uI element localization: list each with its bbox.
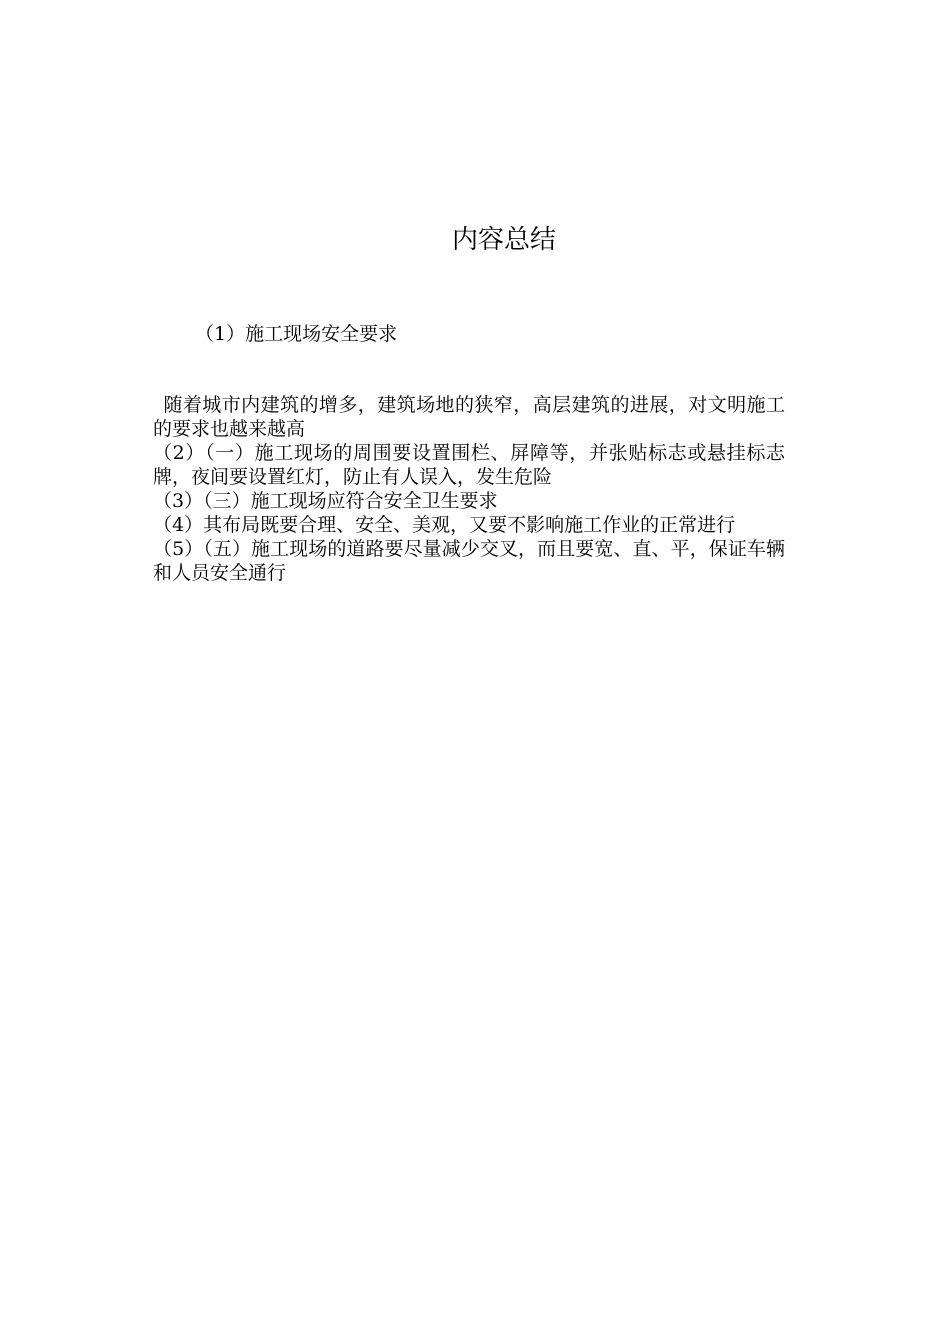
section-heading: （1）施工现场安全要求 [195,323,398,345]
body-text [153,393,785,585]
document-title: 内容总结 [451,225,556,255]
paragraph-item-2: （2）（一）施工现场的周围要设置围栏、屏障等，并张贴标志或悬挂标志牌，夜间要设置红灯，防止有人误入，发生危险 [153,442,785,488]
paragraph-item-3: （3）（三）施工现场应符合安全卫生要求 [153,490,498,512]
paragraph-intro: 随着城市内建筑的增多，建筑场地的狭窄，高层建筑的进展，对文明施工的要求也越来越高 [153,394,785,440]
paragraph-item-4: （4）其布局既要合理、安全、美观，又要不影响施工作业的正常进行 [153,514,736,536]
paragraph-item-5: （5）（五）施工现场的道路要尽量减少交叉，而且要宽、直、平，保证车辆和人员安全通行 [153,538,785,584]
